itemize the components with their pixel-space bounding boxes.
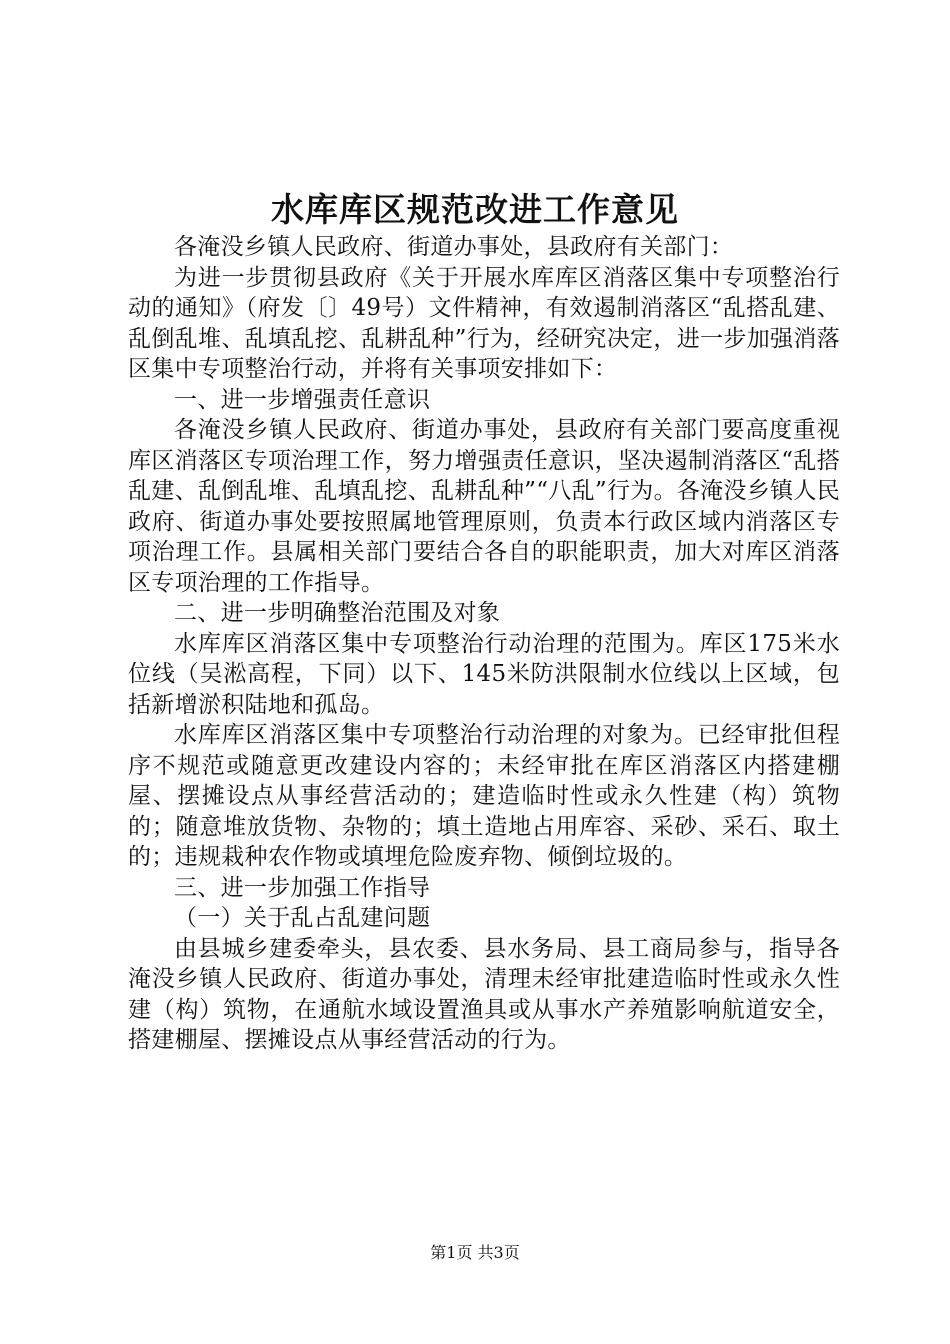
page-number-label: 第1页 共3页 bbox=[430, 1243, 520, 1262]
subsection-1-paragraph: 由县城乡建委牵头，县农委、县水务局、县工商局参与，指导各淹没乡镇人民政府、街道办事处，清理未经审批建造临时性或永久性建（构）筑物，在通航水域设置渔具或从事水产养殖影响航道安全，搭建棚屋、摆摊设点从事经营活动的行为。 bbox=[128, 935, 840, 1053]
section-1-paragraph: 各淹没乡镇人民政府、街道办事处，县政府有关部门要高度重视库区消落区专项治理工作，努力增强责任意识，坚决遏制消落区“乱搭乱建、乱倒乱堆、乱填乱挖、乱耕乱种”“八乱”行为。各淹没乡镇人民政府、街道办事处要按照属地管理原则，负责本行政区域内消落区专项治理工作。县属相关部门要结合各自的职能职责，加大对库区消落区专项治理的工作指导。 bbox=[128, 417, 840, 596]
section-2-scope-paragraph: 水库库区消落区集中专项整治行动治理的范围为。库区175米水位线（吴淞高程，下同）以下、145米防洪限制水位线以上区域，包括新增淤积陆地和孤岛。 bbox=[128, 630, 840, 718]
intro-paragraph: 为进一步贯彻县政府《关于开展水库库区消落区集中专项整治行动的通知》（府发〔〕49号）文件精神，有效遏制消落区“乱搭乱建、乱倒乱堆、乱填乱挖、乱耕乱种”行为，经研究决定，进一步加强消落区集中专项整治行动，并将有关事项安排如下： bbox=[128, 264, 840, 382]
salutation-paragraph: 各淹没乡镇人民政府、街道办事处，县政府有关部门： bbox=[174, 234, 734, 260]
section-heading-2: 二、进一步明确整治范围及对象 bbox=[174, 600, 501, 626]
section-heading-1: 一、进一步增强责任意识 bbox=[174, 386, 431, 413]
section-heading-3: 三、进一步加强工作指导 bbox=[174, 874, 431, 901]
document-title: 水库库区规范改进工作意见 bbox=[271, 190, 679, 229]
section-2-objects-paragraph: 水库库区消落区集中专项整治行动治理的对象为。已经审批但程序不规范或随意更改建设内容的；未经审批在库区消落区内搭建棚屋、摆摊设点从事经营活动的；建造临时性或永久性建（构）筑物的；随意堆放货物、杂物的；填土造地占用库容、采砂、采石、取土的；违规栽种农作物或填埋危险废弃物、倾倒垃圾的。 bbox=[128, 722, 840, 870]
page-footer bbox=[0, 1242, 950, 1264]
document-body bbox=[128, 232, 840, 1056]
subsection-heading-1: （一）关于乱占乱建问题 bbox=[174, 905, 431, 931]
